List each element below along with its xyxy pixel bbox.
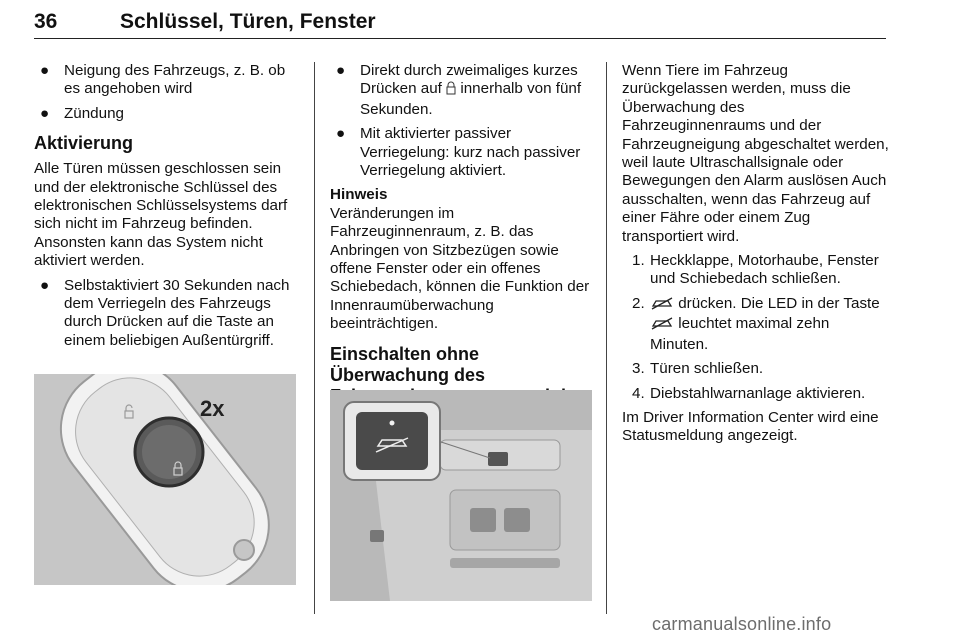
paragraph: Im Driver Information Center wird eine Statusmeldung angezeigt. (622, 408, 879, 445)
overhead-console-illustration (330, 390, 592, 601)
list-item: 3. Türen schließen. (632, 360, 764, 378)
bullet-icon: ● (336, 62, 346, 79)
page-title: Schlüssel, Türen, Fenster (120, 10, 376, 33)
press-twice-label: 2x (200, 396, 225, 421)
bullet-icon: ● (40, 104, 50, 122)
bullet-icon: ● (336, 125, 346, 143)
list-item: 1. Heckklappe, Motorhaube, Fenster und Schiebedach schließen. (632, 252, 879, 288)
bullet-icon: ● (40, 62, 50, 79)
section-heading-einschalten: Einschalten ohne Überwachung des (330, 343, 486, 385)
column-divider (314, 62, 315, 614)
paragraph: Wenn Tiere im Fahrzeug zurückgelassen werden, muss die Überwachung des Fahrzeuginnenraums und der Fahrzeugneigung abgeschaltet werden, weil laute Ultraschallsignale oder Bewegungen den Alarm auslösen Auch ausschalten, wenn das Fahrzeug auf einer Fähre oder einem Zug transportiert wird. (622, 62, 889, 245)
list-item: ● Neigung des Fahrzeugs, z. B. ob es angehoben wird (40, 62, 286, 98)
list-item: ● Direkt durch zweimaliges kurzes Drücken auf innerhalb von fünf Sekunden. (336, 62, 582, 118)
column-1 (34, 62, 302, 356)
list-item: ● Mit aktivierter passiver Verriegelung: kurz nach passiver Verriegelung aktiviert. (336, 125, 581, 180)
list-item: ● Zündung (40, 104, 124, 122)
note-text: Veränderungen im Fahrzeuginnenraum, z. B. das Anbringen von Sitzbezügen sowie offene Fenster oder ein offenes Schiebedach, können die Funktion der Innenraumüberwachung beeinträchtigen. (330, 204, 590, 333)
list-item: ● Selbstaktiviert 30 Sekunden nach dem Verriegeln des Fahrzeugs durch Drücken auf die Taste an einem beliebigen Außentürgriff. (40, 276, 290, 349)
column-2 (330, 62, 592, 434)
column-3 (622, 62, 890, 452)
list-item: 2. drücken. Die LED in der Taste leuchtet maximal zehn Minuten. (632, 294, 880, 353)
bullet-icon: ● (40, 276, 50, 294)
car-alarm-off-icon (650, 316, 674, 335)
watermark: carmanualsonline.info (652, 614, 832, 634)
key-fob-illustration (34, 374, 296, 585)
note-label: Hinweis (330, 186, 388, 204)
page-number: 36 (34, 10, 58, 33)
page-header (34, 6, 886, 39)
car-alarm-off-icon (650, 296, 674, 315)
lock-icon (446, 81, 456, 100)
column-divider (606, 62, 607, 614)
list-item: 4. Diebstahlwarnanlage aktivieren. (632, 384, 866, 402)
paragraph: Alle Türen müssen geschlossen sein und der elektronische Schlüssel des elektronischen Schlüsselsystems darf sich nicht im Fahrzeug befinden. Ansonsten kann das System nicht aktiviert werden. (34, 160, 288, 270)
section-heading-aktivierung: Aktivierung (34, 133, 134, 154)
